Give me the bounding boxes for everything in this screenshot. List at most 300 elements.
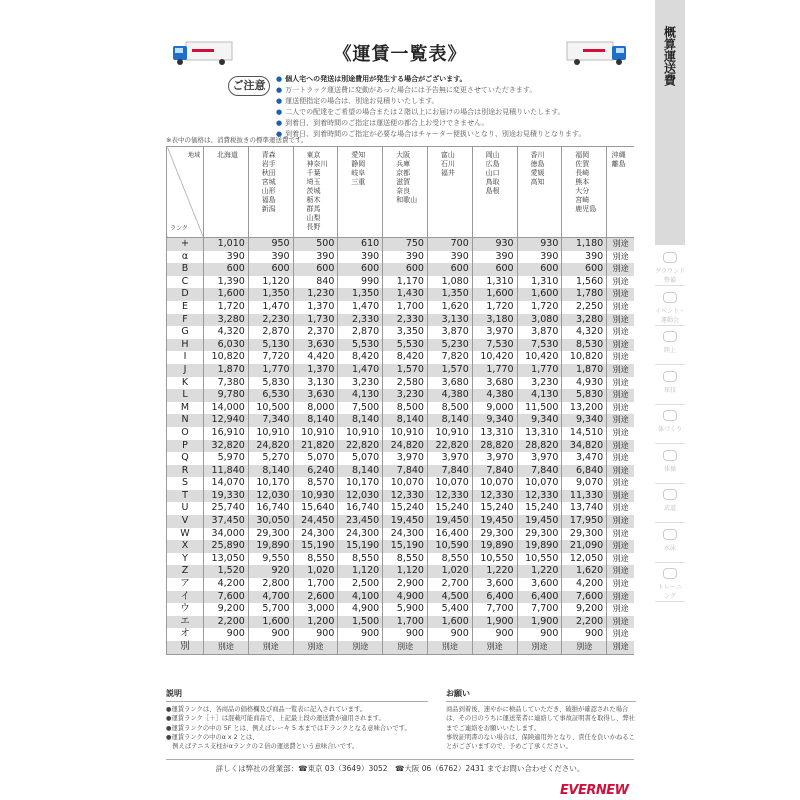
rate-cell: 700	[427, 238, 472, 251]
rate-cell: 1,220	[517, 565, 562, 578]
truck-icon-left	[172, 40, 234, 68]
rate-cell: 8,140	[338, 414, 383, 427]
rate-cell: 1,700	[383, 616, 428, 629]
rank-cell: H	[167, 339, 204, 352]
rate-cell: 390	[383, 251, 428, 264]
rate-cell: 1,220	[472, 565, 517, 578]
prefecture-name: 和歌山	[396, 196, 418, 204]
prefecture-name: 離島	[611, 160, 626, 168]
rate-cell: 12,030	[248, 490, 293, 503]
rate-cell: 600	[338, 263, 383, 276]
sidebar-item[interactable]	[655, 524, 685, 563]
rank-cell: ア	[167, 578, 204, 591]
rate-cell: 7,700	[472, 603, 517, 616]
rank-cell: E	[167, 301, 204, 314]
rate-cell: 1,900	[517, 616, 562, 629]
rank-cell: R	[167, 465, 204, 478]
contact-info: 詳しくは弊社の営業部：☎東京 03（3649）3052 ☎大阪 06（6762）2431 までお問い合わせください。	[215, 764, 585, 773]
rate-cell: 6,400	[517, 591, 562, 604]
rate-cell: 7,380	[204, 377, 249, 390]
table-row	[167, 628, 635, 641]
rate-cell: 390	[293, 251, 338, 264]
rate-cell: 600	[248, 263, 293, 276]
prefecture-name: 沖縄	[611, 151, 626, 159]
rate-cell: 5,400	[427, 603, 472, 616]
rate-cell: 900	[517, 628, 562, 641]
category-icon	[663, 529, 677, 540]
rate-cell: 1,620	[562, 565, 607, 578]
sidebar-item[interactable]	[655, 247, 685, 286]
region-prefectures	[612, 151, 630, 169]
rank-cell: G	[167, 326, 204, 339]
rate-cell: 別途	[607, 641, 634, 654]
rate-cell: 3,970	[472, 452, 517, 465]
rate-cell: 3,230	[517, 377, 562, 390]
rate-cell: 1,120	[338, 565, 383, 578]
request-paragraph: 商品到着後、速やかに検品していただき、破損が確認された場合は、その日のうちに運送業者に連絡して事故証明書を取得し、弊社までご連絡をお願いいたします。	[446, 706, 635, 732]
rate-cell: 6,400	[472, 591, 517, 604]
rate-cell: 4,200	[204, 578, 249, 591]
rate-cell: 2,200	[562, 616, 607, 629]
rate-cell: 5,970	[204, 452, 249, 465]
table-row	[167, 440, 635, 453]
rate-cell: 別途	[607, 364, 634, 377]
rate-cell: 390	[562, 251, 607, 264]
sidebar-item[interactable]	[655, 563, 685, 602]
rate-cell: 25,740	[204, 502, 249, 515]
rate-cell: 19,450	[427, 515, 472, 528]
rate-cell: 11,840	[204, 465, 249, 478]
rate-cell: 16,740	[248, 502, 293, 515]
rate-cell: 別途	[607, 502, 634, 515]
rate-cell: 10,910	[383, 427, 428, 440]
rate-cell: 390	[427, 251, 472, 264]
rate-cell: 3,230	[383, 389, 428, 402]
prefecture-name: 長崎	[575, 169, 590, 177]
sidebar-item-label: 体づくり	[657, 426, 682, 433]
rate-cell: 1,350	[338, 288, 383, 301]
rate-cell: 1,770	[472, 364, 517, 377]
rate-cell: 12,330	[517, 490, 562, 503]
rate-cell: 34,820	[562, 440, 607, 453]
rate-cell: 4,900	[383, 591, 428, 604]
sidebar-item[interactable]	[655, 287, 685, 326]
rate-cell: 別途	[204, 641, 249, 654]
table-row	[167, 540, 635, 553]
table-row	[167, 616, 635, 629]
rate-cell: 3,600	[517, 578, 562, 591]
rate-cell: 28,820	[472, 440, 517, 453]
prefecture-name: 鳥取	[485, 178, 500, 186]
category-icon	[663, 331, 677, 342]
rank-cell: D	[167, 288, 204, 301]
rate-cell: 900	[562, 628, 607, 641]
prefecture-name: 福岡	[575, 151, 590, 159]
rate-cell: 5,700	[248, 603, 293, 616]
rate-cell: 別途	[607, 301, 634, 314]
region-header	[383, 147, 428, 238]
sidebar-item-label: イベント・運動会	[655, 307, 686, 324]
rate-cell: 19,450	[383, 515, 428, 528]
table-row	[167, 351, 635, 364]
explanation-heading: 説明	[166, 689, 182, 698]
rate-cell: 22,820	[338, 440, 383, 453]
table-row	[167, 377, 635, 390]
prefecture-name: 佐賀	[575, 160, 590, 168]
rate-cell: 2,800	[248, 578, 293, 591]
rate-cell: 別途	[607, 603, 634, 616]
rate-cell: 13,310	[472, 427, 517, 440]
rate-cell: 3,970	[472, 326, 517, 339]
region-header	[472, 147, 517, 238]
rate-cell: 7,840	[427, 465, 472, 478]
tax-note: ※表中の価格は、消費税抜きの標準運送費です。	[166, 136, 308, 144]
rate-cell: 2,200	[204, 616, 249, 629]
page-title: 《運賃一覧表》	[333, 44, 467, 65]
explanation-item: ●運賃ランク［＋］は混載可能商品で、上記最上段の運送費が適用されます。	[166, 715, 385, 723]
rate-cell: 1,010	[204, 238, 249, 251]
region-prefectures	[216, 151, 238, 160]
rate-cell: 2,870	[338, 326, 383, 339]
table-row	[167, 591, 635, 604]
rate-cell: 別途	[607, 263, 634, 276]
rate-cell: 3,680	[427, 377, 472, 390]
rate-cell: 別途	[607, 377, 634, 390]
rate-cell: 別途	[472, 641, 517, 654]
sidebar-item[interactable]	[655, 405, 685, 444]
rate-cell: 8,140	[427, 414, 472, 427]
rate-cell: 12,050	[562, 553, 607, 566]
rate-cell: 28,820	[517, 440, 562, 453]
rate-cell: 3,630	[293, 339, 338, 352]
rate-cell: 1,520	[204, 565, 249, 578]
prefecture-name: 静岡	[351, 160, 366, 168]
rate-cell: 13,740	[562, 502, 607, 515]
rate-cell: 23,450	[338, 515, 383, 528]
rate-cell: 5,830	[248, 377, 293, 390]
rate-cell: 950	[248, 238, 293, 251]
rank-cell: エ	[167, 616, 204, 629]
sidebar-item[interactable]	[655, 445, 685, 484]
rate-cell: 4,130	[517, 389, 562, 402]
rate-cell: 1,700	[293, 578, 338, 591]
explanation-item: ●運賃ランクの中のα x 2 とは、	[166, 733, 259, 741]
table-row	[167, 276, 635, 289]
prefecture-name: 岩手	[261, 160, 276, 168]
rate-cell: 別途	[293, 641, 338, 654]
rate-cell: 24,820	[248, 440, 293, 453]
rate-cell: 390	[517, 251, 562, 264]
region-prefectures	[262, 151, 280, 214]
rate-cell: 3,970	[517, 452, 562, 465]
prefecture-name: 石川	[440, 160, 455, 168]
rate-cell: 別途	[607, 326, 634, 339]
rate-cell: 1,370	[293, 301, 338, 314]
rate-cell: 8,530	[562, 339, 607, 352]
sidebar-item-label: 球技	[663, 386, 676, 394]
sidebar-active-label: 概算運送費	[662, 26, 677, 86]
prefecture-name: 香川	[530, 151, 545, 159]
rate-cell: 15,640	[293, 502, 338, 515]
prefecture-name: 山口	[485, 169, 500, 177]
rate-cell: 15,190	[383, 540, 428, 553]
rate-cell: 8,500	[383, 402, 428, 415]
rate-cell: 3,180	[472, 314, 517, 327]
rate-cell: 600	[204, 263, 249, 276]
rate-cell: 600	[562, 263, 607, 276]
rate-cell: 500	[293, 238, 338, 251]
rate-cell: 3,130	[427, 314, 472, 327]
prefecture-name: 北海道	[216, 151, 238, 159]
rate-cell: 1,500	[338, 616, 383, 629]
rate-cell: 13,200	[562, 402, 607, 415]
prefecture-name: 愛知	[351, 151, 366, 159]
prefecture-name: 広島	[485, 160, 500, 168]
prefecture-name: 栃木	[306, 196, 321, 204]
rate-cell: 600	[293, 263, 338, 276]
rate-cell: 別途	[607, 591, 634, 604]
table-row	[167, 414, 635, 427]
rate-cell: 15,240	[383, 502, 428, 515]
rate-cell: 5,530	[338, 339, 383, 352]
rate-cell: 15,240	[427, 502, 472, 515]
rate-cell: 15,240	[472, 502, 517, 515]
region-prefectures	[441, 151, 459, 178]
rate-cell: 3,630	[293, 389, 338, 402]
rate-cell: 1,230	[293, 288, 338, 301]
rate-cell: 12,330	[472, 490, 517, 503]
sidebar-item-label: トレーニング	[657, 584, 682, 600]
region-prefectures	[396, 151, 418, 205]
rate-cell: 600	[517, 263, 562, 276]
rate-cell: 930	[472, 238, 517, 251]
rate-cell: 4,900	[338, 603, 383, 616]
rate-cell: 12,030	[338, 490, 383, 503]
rate-cell: 9,340	[472, 414, 517, 427]
rate-cell: 29,300	[517, 528, 562, 541]
rate-cell: 1,020	[427, 565, 472, 578]
prefecture-name: 滋賀	[396, 178, 411, 186]
rate-cell: 4,200	[562, 578, 607, 591]
prefecture-name: 岡山	[485, 151, 500, 159]
rate-cell: 1,870	[562, 364, 607, 377]
rate-cell: 19,890	[248, 540, 293, 553]
notice-item: ● 万一トラック運送費に変動があった場合には予告無に変更させていただきます。	[276, 85, 585, 96]
rate-cell: 別途	[607, 578, 634, 591]
rate-cell: 1,370	[293, 364, 338, 377]
prefecture-name: 富山	[440, 151, 455, 159]
region-header	[204, 147, 249, 238]
prefecture-name: 神奈川	[306, 160, 328, 168]
rate-cell: 2,250	[562, 301, 607, 314]
table-row	[167, 565, 635, 578]
rate-cell: 3,870	[517, 326, 562, 339]
rate-cell: 1,720	[472, 301, 517, 314]
rate-cell: 900	[248, 628, 293, 641]
table-row	[167, 528, 635, 541]
rate-cell: 1,350	[427, 288, 472, 301]
table-row	[167, 402, 635, 415]
table-row	[167, 326, 635, 339]
category-icon	[663, 252, 677, 263]
rate-cell: 1,170	[383, 276, 428, 289]
rate-cell: 1,560	[562, 276, 607, 289]
rate-cell: 9,780	[204, 389, 249, 402]
rate-cell: 1,720	[204, 301, 249, 314]
rate-cell: 10,910	[293, 427, 338, 440]
table-row	[167, 251, 635, 264]
rate-cell: 8,550	[383, 553, 428, 566]
rate-cell: 1,180	[562, 238, 607, 251]
rate-cell: 900	[338, 628, 383, 641]
rate-cell: 5,900	[383, 603, 428, 616]
rate-cell: 7,530	[472, 339, 517, 352]
rate-cell: 5,070	[338, 452, 383, 465]
rate-cell: 14,510	[562, 427, 607, 440]
rate-cell: 37,450	[204, 515, 249, 528]
rate-cell: 4,930	[562, 377, 607, 390]
rate-cell: 3,470	[562, 452, 607, 465]
rate-cell: 24,300	[383, 528, 428, 541]
region-prefectures	[486, 151, 504, 196]
rank-cell: T	[167, 490, 204, 503]
rate-cell: 別途	[607, 565, 634, 578]
sidebar-item[interactable]	[655, 366, 685, 405]
rate-cell: 10,420	[472, 351, 517, 364]
rate-cell: 14,000	[204, 402, 249, 415]
rate-cell: 7,600	[204, 591, 249, 604]
rate-cell: 1,570	[383, 364, 428, 377]
rate-cell: 2,700	[427, 578, 472, 591]
rank-cell: Q	[167, 452, 204, 465]
rate-cell: 750	[383, 238, 428, 251]
rate-cell: 13,310	[517, 427, 562, 440]
rate-cell: 390	[338, 251, 383, 264]
rate-cell: 10,820	[204, 351, 249, 364]
rate-cell: 24,300	[293, 528, 338, 541]
table-row	[167, 238, 635, 251]
rate-cell: 4,380	[472, 389, 517, 402]
rate-cell: 1,600	[248, 616, 293, 629]
sidebar-item[interactable]	[655, 484, 685, 523]
rate-cell: 10,170	[338, 477, 383, 490]
rank-cell: V	[167, 515, 204, 528]
rank-cell: Z	[167, 565, 204, 578]
rate-cell: 16,910	[204, 427, 249, 440]
rate-cell: 10,910	[427, 427, 472, 440]
notice-item: ● 運送便指定の場合は、別途お見積りいたします。	[276, 96, 585, 107]
sidebar-item[interactable]	[655, 326, 685, 365]
rate-cell: 4,320	[204, 326, 249, 339]
rank-cell: α	[167, 251, 204, 264]
rate-cell: 900	[204, 628, 249, 641]
rate-cell: 600	[472, 263, 517, 276]
prefecture-name: 島根	[485, 187, 500, 195]
rate-cell: 10,550	[517, 553, 562, 566]
category-icon	[663, 371, 677, 382]
rate-cell: 9,200	[204, 603, 249, 616]
table-row	[167, 427, 635, 440]
rate-cell: 1,600	[427, 616, 472, 629]
rate-cell: 別途	[607, 452, 634, 465]
rate-cell: 10,070	[472, 477, 517, 490]
rate-cell: 19,890	[517, 540, 562, 553]
table-row	[167, 515, 635, 528]
rate-cell: 3,680	[472, 377, 517, 390]
rate-cell: 11,500	[517, 402, 562, 415]
rate-cell: 8,550	[338, 553, 383, 566]
rate-cell: 10,910	[338, 427, 383, 440]
rate-cell: 2,370	[293, 326, 338, 339]
table-row	[167, 314, 635, 327]
sidebar-tab-active[interactable]	[655, 0, 685, 245]
table-row	[167, 339, 635, 352]
rate-cell: 25,890	[204, 540, 249, 553]
rate-cell: 10,420	[517, 351, 562, 364]
rate-cell: 別途	[607, 515, 634, 528]
rate-cell: 別途	[607, 553, 634, 566]
rate-cell: 10,910	[248, 427, 293, 440]
rate-cell: 12,330	[427, 490, 472, 503]
rate-cell: 7,340	[248, 414, 293, 427]
prefecture-name: 大阪	[396, 151, 411, 159]
region-header	[248, 147, 293, 238]
rate-cell: 1,080	[427, 276, 472, 289]
rate-cell: 別途	[607, 540, 634, 553]
rate-cell: 4,320	[562, 326, 607, 339]
prefecture-name: 兵庫	[396, 160, 411, 168]
rate-cell: 別途	[607, 477, 634, 490]
rate-cell: 7,530	[517, 339, 562, 352]
prefecture-name: 埼玉	[306, 178, 321, 186]
notice-item: ● 個人宅への発送は別途費用が発生する場合がございます。	[276, 74, 585, 85]
table-row	[167, 452, 635, 465]
rate-cell: 900	[427, 628, 472, 641]
request-section	[446, 688, 636, 751]
rate-cell: 10,550	[472, 553, 517, 566]
rate-cell: 10,590	[427, 540, 472, 553]
rate-cell: 9,070	[562, 477, 607, 490]
table-row	[167, 465, 635, 478]
rate-cell: 24,300	[338, 528, 383, 541]
rate-cell: 1,870	[204, 364, 249, 377]
rate-cell: 19,330	[204, 490, 249, 503]
prefecture-name: 福島	[261, 196, 276, 204]
rate-cell: 29,300	[248, 528, 293, 541]
rate-cell: 4,500	[427, 591, 472, 604]
rate-cell: 別途	[562, 641, 607, 654]
rate-cell: 7,500	[338, 402, 383, 415]
rate-cell: 900	[383, 628, 428, 641]
rate-cell: 9,200	[562, 603, 607, 616]
explanation-item: ●運賃ランクの中の 5F とは、例えばレーキ 5 本まではＦランクとなる意味合いです。	[166, 724, 411, 732]
rate-cell: 2,330	[338, 314, 383, 327]
rate-cell: 別途	[607, 440, 634, 453]
prefecture-name: 東京	[306, 151, 321, 159]
rate-cell: 4,380	[427, 389, 472, 402]
notice-item: ● 到着日、到着時間のご指定は運送便の都合上お受けできません。	[276, 118, 585, 129]
rate-cell: 1,620	[427, 301, 472, 314]
rate-cell: 8,570	[293, 477, 338, 490]
prefecture-name: 岐阜	[351, 169, 366, 177]
rate-cell: 8,140	[338, 465, 383, 478]
rank-cell: L	[167, 389, 204, 402]
rank-cell: P	[167, 440, 204, 453]
rate-cell: 15,240	[517, 502, 562, 515]
prefecture-name: 鹿児島	[575, 205, 597, 213]
rate-cell: 12,330	[383, 490, 428, 503]
category-icon	[663, 292, 677, 303]
